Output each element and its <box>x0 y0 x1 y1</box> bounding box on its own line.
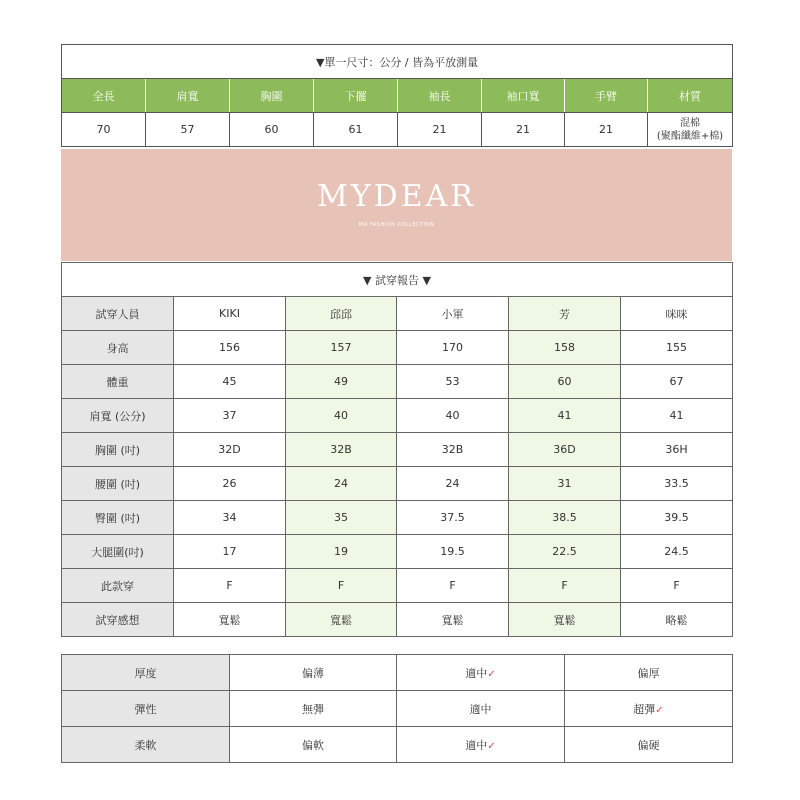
fitting-cell: 寬鬆 <box>509 603 621 637</box>
fitting-cell: 24.5 <box>621 535 733 569</box>
fabric-row <box>62 655 733 691</box>
fitting-cell: 33.5 <box>621 467 733 501</box>
fabric-row <box>62 691 733 727</box>
fitting-report-table <box>61 262 733 637</box>
fitting-row-label: 體重 <box>62 365 174 399</box>
material-line-2: (聚酯纖維+棉) <box>656 130 724 142</box>
size-value-material <box>648 113 733 147</box>
fitting-cell: 45 <box>174 365 286 399</box>
size-header-arm: 手臂 <box>565 79 648 113</box>
fitting-cell: 37.5 <box>397 501 509 535</box>
fitting-cell: 34 <box>174 501 286 535</box>
size-header-sleeve-length: 袖長 <box>398 79 482 113</box>
fitting-cell: 67 <box>621 365 733 399</box>
fitting-cell: 158 <box>509 331 621 365</box>
fitting-cell: 40 <box>397 399 509 433</box>
fabric-option-cell <box>565 727 733 763</box>
size-chart-title: ▼單一尺寸：公分 / 皆為平放測量 <box>62 45 733 79</box>
fitting-row-label: 腰圍 (吋) <box>62 467 174 501</box>
fitting-cell: 40 <box>286 399 397 433</box>
size-value-chest: 60 <box>230 113 314 147</box>
size-chart-table <box>61 44 733 147</box>
fitting-cell: 41 <box>509 399 621 433</box>
fitting-cell: F <box>397 569 509 603</box>
fabric-option-label: 偏軟 <box>302 738 324 752</box>
size-value-sleeve-length: 21 <box>398 113 482 147</box>
fitting-cell: 32B <box>286 433 397 467</box>
fitting-cell: 19.5 <box>397 535 509 569</box>
fitting-report-title: ▼ 試穿報告 ▼ <box>62 263 733 297</box>
material-line-1: 混棉 <box>680 117 701 129</box>
fitting-row <box>62 433 733 467</box>
fabric-option-cell <box>565 691 733 727</box>
fitting-cell: 39.5 <box>621 501 733 535</box>
fabric-feel-body <box>62 655 733 763</box>
size-value-arm: 21 <box>565 113 648 147</box>
fitting-cell: 32D <box>174 433 286 467</box>
fitting-cell: 156 <box>174 331 286 365</box>
fabric-row-label: 柔軟 <box>62 727 230 763</box>
fabric-option-label: 超彈 <box>633 702 656 716</box>
fitting-cell: 35 <box>286 501 397 535</box>
fitting-cell: 寬鬆 <box>286 603 397 637</box>
fabric-row-label: 彈性 <box>62 691 230 727</box>
fitting-cell: 邱邱 <box>286 297 397 331</box>
fitting-cell: 31 <box>509 467 621 501</box>
fitting-cell: 芳 <box>509 297 621 331</box>
size-value-length: 70 <box>62 113 146 147</box>
fabric-option-label: 適中 <box>465 738 488 752</box>
fitting-cell: 24 <box>397 467 509 501</box>
fitting-cell: 36H <box>621 433 733 467</box>
fitting-cell: 寬鬆 <box>174 603 286 637</box>
fabric-option-label: 適中 <box>469 702 492 716</box>
brand-logo-text: MYDEAR <box>317 179 476 214</box>
fitting-cell: F <box>286 569 397 603</box>
fitting-row <box>62 603 733 637</box>
fabric-option-label: 無彈 <box>302 702 324 716</box>
fitting-row <box>62 569 733 603</box>
fabric-option-cell <box>397 691 565 727</box>
fitting-cell: 略鬆 <box>621 603 733 637</box>
fitting-row <box>62 535 733 569</box>
fabric-option-label: 偏硬 <box>637 738 660 752</box>
fitting-row <box>62 297 733 331</box>
size-header-material: 材質 <box>648 79 733 113</box>
brand-banner <box>61 149 732 261</box>
fabric-option-cell <box>565 655 733 691</box>
fabric-option-label: 偏厚 <box>637 666 660 680</box>
fitting-cell: KIKI <box>174 297 286 331</box>
fitting-cell: 170 <box>397 331 509 365</box>
fitting-cell: 17 <box>174 535 286 569</box>
fitting-row <box>62 467 733 501</box>
fabric-feel-table <box>61 654 733 763</box>
size-header-hem: 下擺 <box>314 79 398 113</box>
fabric-option-cell <box>230 691 397 727</box>
brand-tagline: MD FASHION COLLECTION <box>358 222 435 228</box>
fitting-cell: 157 <box>286 331 397 365</box>
fitting-cell: 49 <box>286 365 397 399</box>
fabric-option-label: 偏薄 <box>302 666 324 680</box>
fitting-row <box>62 501 733 535</box>
fabric-row-label: 厚度 <box>62 655 230 691</box>
fitting-cell: 26 <box>174 467 286 501</box>
fitting-row-label: 試穿感想 <box>62 603 174 637</box>
fitting-row-label: 試穿人員 <box>62 297 174 331</box>
fitting-row <box>62 365 733 399</box>
fitting-cell: 寬鬆 <box>397 603 509 637</box>
size-header-shoulder: 肩寬 <box>146 79 230 113</box>
size-value-hem: 61 <box>314 113 398 147</box>
fitting-row <box>62 399 733 433</box>
fitting-row-label: 臀圍 (吋) <box>62 501 174 535</box>
fitting-row-label: 身高 <box>62 331 174 365</box>
fitting-cell: 38.5 <box>509 501 621 535</box>
size-value-cuff-width: 21 <box>482 113 565 147</box>
fitting-cell: 36D <box>509 433 621 467</box>
size-header-chest: 胸圍 <box>230 79 314 113</box>
fitting-report-body <box>62 297 733 637</box>
fabric-option-cell <box>230 727 397 763</box>
fabric-row <box>62 727 733 763</box>
fitting-cell: 22.5 <box>509 535 621 569</box>
fitting-cell: 41 <box>621 399 733 433</box>
fitting-cell: F <box>509 569 621 603</box>
fitting-row-label: 胸圍 (吋) <box>62 433 174 467</box>
fitting-cell: 小軍 <box>397 297 509 331</box>
fitting-cell: 19 <box>286 535 397 569</box>
fitting-cell: 53 <box>397 365 509 399</box>
fitting-row-label: 肩寬 (公分) <box>62 399 174 433</box>
fabric-option-cell <box>230 655 397 691</box>
fabric-option-cell <box>397 727 565 763</box>
fitting-row <box>62 331 733 365</box>
fitting-cell: 32B <box>397 433 509 467</box>
size-header-cuff-width: 袖口寬 <box>482 79 565 113</box>
fitting-cell: 37 <box>174 399 286 433</box>
check-mark-icon: ✓ <box>655 704 664 716</box>
check-mark-icon: ✓ <box>487 668 496 680</box>
fitting-row-label: 大腿圍(吋) <box>62 535 174 569</box>
fitting-cell: 155 <box>621 331 733 365</box>
size-header-length: 全長 <box>62 79 146 113</box>
fitting-cell: 24 <box>286 467 397 501</box>
fitting-cell: F <box>621 569 733 603</box>
fitting-cell: 咪咪 <box>621 297 733 331</box>
fabric-option-label: 適中 <box>465 666 488 680</box>
fitting-row-label: 此款穿 <box>62 569 174 603</box>
size-value-shoulder: 57 <box>146 113 230 147</box>
fitting-cell: 60 <box>509 365 621 399</box>
check-mark-icon: ✓ <box>487 740 496 752</box>
fitting-cell: F <box>174 569 286 603</box>
fabric-option-cell <box>397 655 565 691</box>
